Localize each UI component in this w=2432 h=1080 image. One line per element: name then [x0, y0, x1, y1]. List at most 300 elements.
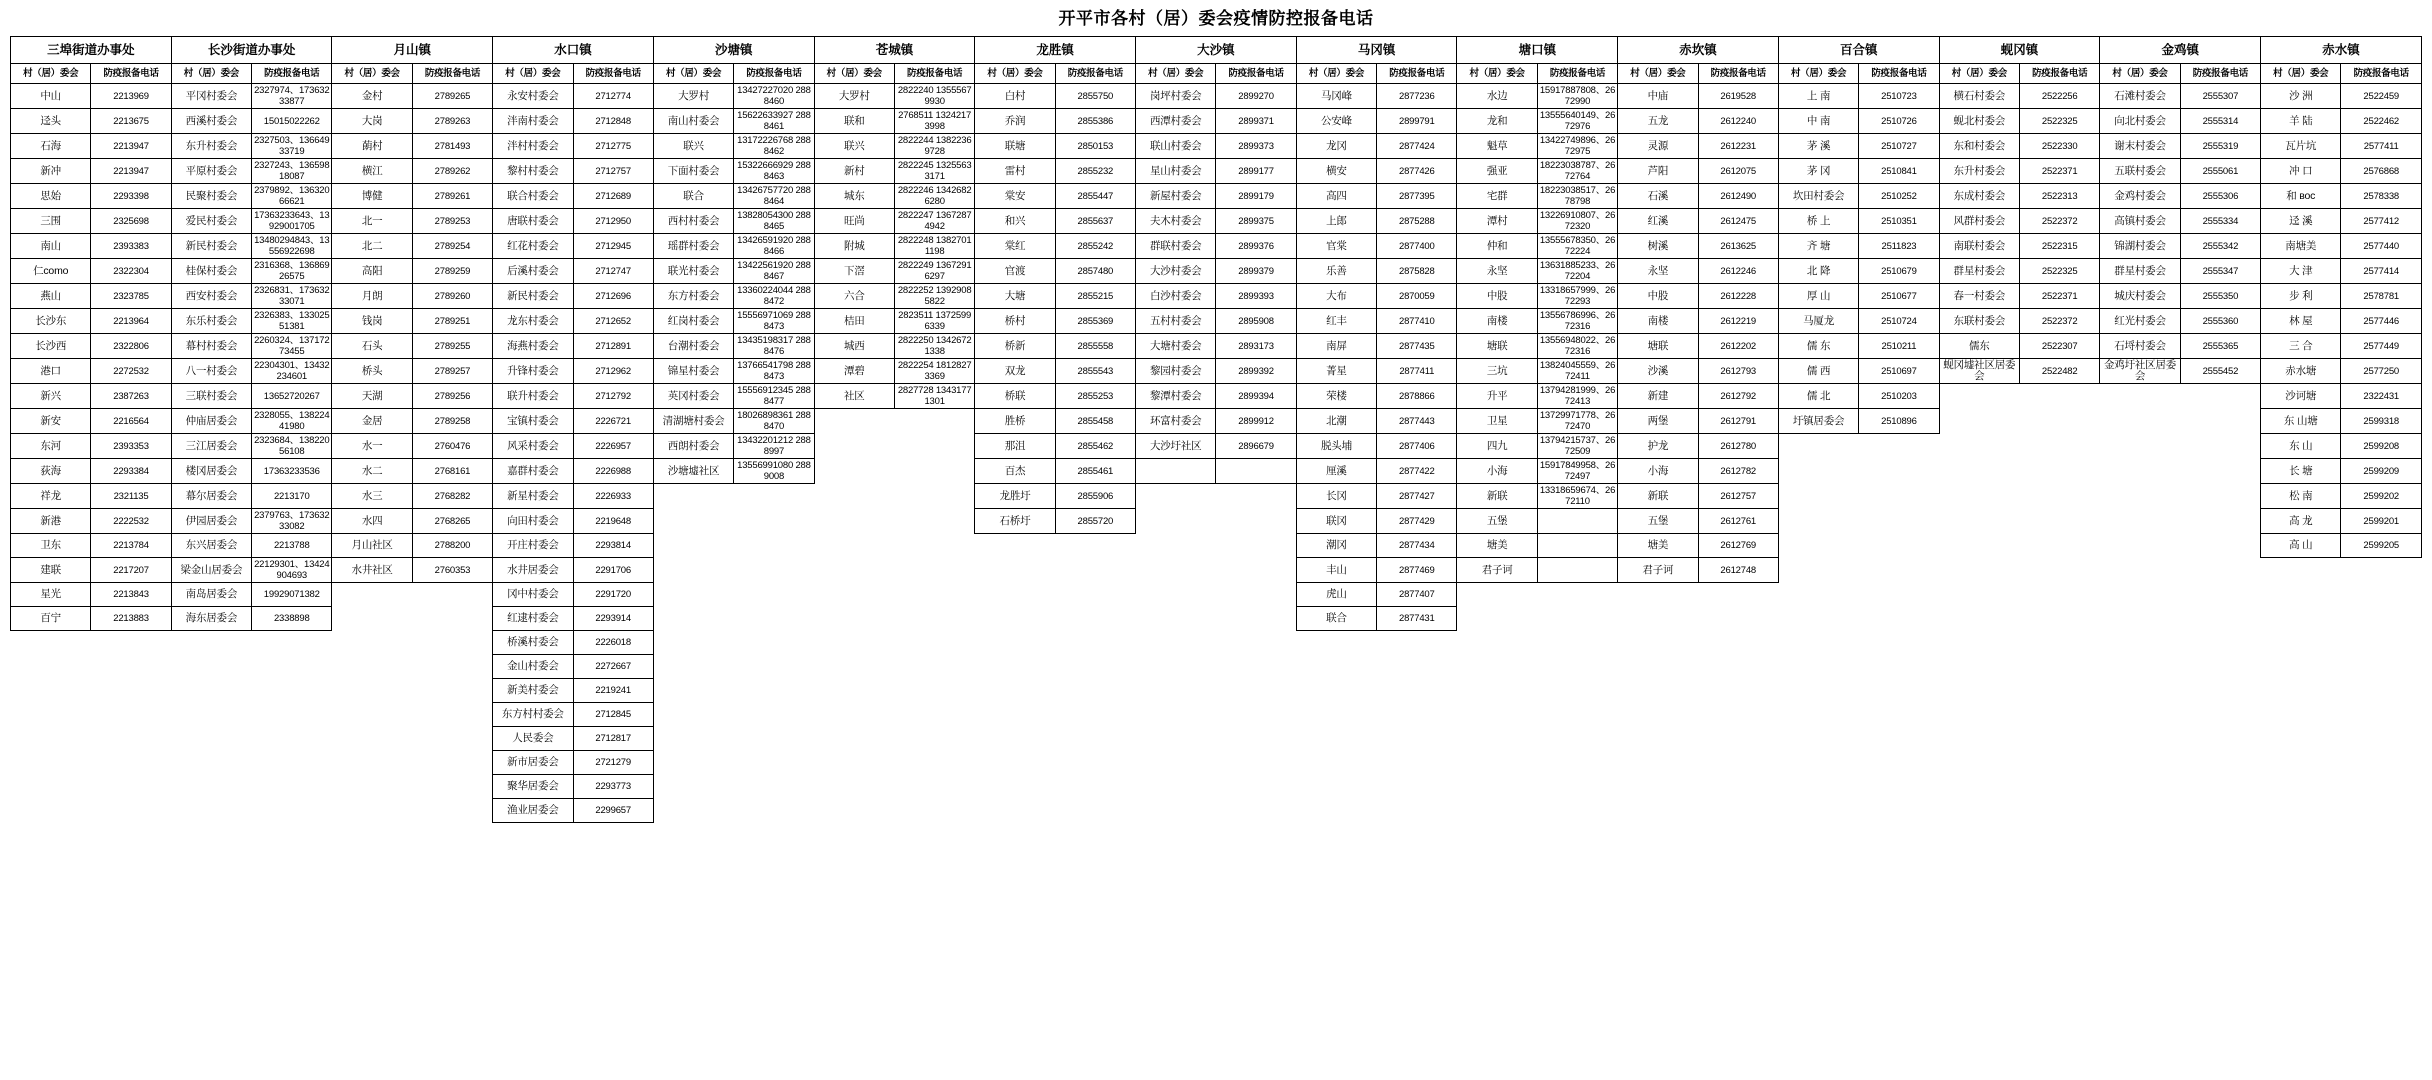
empty-cell — [2100, 384, 2180, 409]
village-phone: 2896679 — [1216, 434, 1296, 459]
village-name: 五村村委会 — [1136, 309, 1216, 334]
village-phone: 2555314 — [2180, 109, 2260, 134]
village-name: 三围 — [11, 209, 91, 234]
sub-header-name-10: 村（居）委会 — [1618, 64, 1698, 84]
empty-cell — [2180, 799, 2260, 823]
empty-cell — [2100, 607, 2180, 631]
empty-cell — [1136, 775, 1216, 799]
sub-header-name-0: 村（居）委会 — [11, 64, 91, 84]
village-phone: 2322806 — [91, 334, 171, 359]
village-name: 沙 洲 — [2261, 84, 2341, 109]
village-phone: 2323785 — [91, 284, 171, 309]
village-phone: 2510841 — [1859, 159, 1939, 184]
empty-cell — [1055, 558, 1135, 583]
empty-cell — [1377, 727, 1457, 751]
village-name: 大沙圩社区 — [1136, 434, 1216, 459]
village-phone: 2599318 — [2341, 409, 2422, 434]
village-phone: 2555306 — [2180, 184, 2260, 209]
village-phone: 2857480 — [1055, 259, 1135, 284]
village-name: 联塘 — [975, 134, 1055, 159]
empty-cell — [91, 751, 171, 775]
empty-cell — [1939, 751, 2019, 775]
empty-cell — [2261, 558, 2341, 583]
village-name: 南塘美 — [2261, 234, 2341, 259]
empty-cell — [814, 558, 894, 583]
empty-cell — [412, 703, 492, 727]
table-row — [11, 775, 2422, 799]
empty-cell — [1859, 509, 1939, 534]
empty-cell — [894, 534, 974, 558]
village-name: 长沙西 — [11, 334, 91, 359]
village-phone: 2321135 — [91, 484, 171, 509]
empty-cell — [894, 434, 974, 459]
village-phone: 2877407 — [1377, 583, 1457, 607]
village-name: 赤水塘 — [2261, 359, 2341, 384]
village-phone: 2712696 — [573, 284, 653, 309]
village-phone: 2213969 — [91, 84, 171, 109]
village-name: 步 利 — [2261, 284, 2341, 309]
empty-cell — [1859, 775, 1939, 799]
sub-header-tel-14: 防疫报备电话 — [2341, 64, 2422, 84]
village-name: 北二 — [332, 234, 412, 259]
empty-cell — [1457, 799, 1537, 823]
empty-cell — [734, 509, 814, 534]
town-header-2: 月山镇 — [332, 37, 493, 64]
village-phone: 2338898 — [252, 607, 332, 631]
village-phone: 2789253 — [412, 209, 492, 234]
empty-cell — [11, 751, 91, 775]
village-phone: 13432201212 2888997 — [734, 434, 814, 459]
empty-cell — [1618, 703, 1698, 727]
empty-cell — [2180, 775, 2260, 799]
empty-cell — [1778, 631, 1858, 655]
village-phone: 2555061 — [2180, 159, 2260, 184]
empty-cell — [894, 727, 974, 751]
empty-cell — [975, 751, 1055, 775]
empty-cell — [1136, 484, 1216, 509]
village-name: 东方村委会 — [653, 284, 733, 309]
empty-cell — [734, 558, 814, 583]
village-name: 黎潭村委会 — [1136, 384, 1216, 409]
village-name: 西安村委会 — [171, 284, 251, 309]
town-header-13: 金鸡镇 — [2100, 37, 2261, 64]
village-phone: 13828054300 2888465 — [734, 209, 814, 234]
village-name: 岗坪村委会 — [1136, 84, 1216, 109]
empty-cell — [2100, 558, 2180, 583]
empty-cell — [653, 583, 733, 607]
empty-cell — [653, 655, 733, 679]
sub-header-name-13: 村（居）委会 — [2100, 64, 2180, 84]
empty-cell — [1859, 558, 1939, 583]
village-phone: 2522371 — [2019, 284, 2099, 309]
village-phone: 13422561920 2888467 — [734, 259, 814, 284]
village-phone: 2293814 — [573, 534, 653, 558]
village-name: 沙溪 — [1618, 359, 1698, 384]
empty-cell — [1939, 509, 2019, 534]
empty-cell — [1055, 631, 1135, 655]
empty-cell — [1939, 631, 2019, 655]
village-name: 东 山 — [2261, 434, 2341, 459]
village-name: 桥溪村委会 — [493, 631, 573, 655]
empty-cell — [2019, 799, 2099, 823]
village-phone: 13652720267 — [252, 384, 332, 409]
village-phone: 2393353 — [91, 434, 171, 459]
village-name: 石桥圩 — [975, 509, 1055, 534]
village-phone: 2822240 13555679930 — [894, 84, 974, 109]
village-phone: 13824045559、2672411 — [1537, 359, 1617, 384]
village-name: 新港 — [11, 509, 91, 534]
village-phone: 2712817 — [573, 727, 653, 751]
empty-cell — [2261, 703, 2341, 727]
sub-header-tel-1: 防疫报备电话 — [252, 64, 332, 84]
village-name: 钱岗 — [332, 309, 412, 334]
village-name: 四九 — [1457, 434, 1537, 459]
village-name: 大罗村 — [814, 84, 894, 109]
village-phone: 2877410 — [1377, 309, 1457, 334]
village-phone: 2213675 — [91, 109, 171, 134]
village-name: 厚 山 — [1778, 284, 1858, 309]
village-name: 马厦龙 — [1778, 309, 1858, 334]
village-phone: 13729971778、2672470 — [1537, 409, 1617, 434]
village-name: 魁草 — [1457, 134, 1537, 159]
village-phone: 2222532 — [91, 509, 171, 534]
empty-cell — [2261, 631, 2341, 655]
village-name: 星光 — [11, 583, 91, 607]
village-phone: 2510727 — [1859, 134, 1939, 159]
town-header-8: 马冈镇 — [1296, 37, 1457, 64]
empty-cell — [1939, 583, 2019, 607]
village-phone: 2510203 — [1859, 384, 1939, 409]
table-row — [11, 631, 2422, 655]
village-name: 沙塘墟社区 — [653, 459, 733, 484]
empty-cell — [1939, 799, 2019, 823]
village-phone: 2789262 — [412, 159, 492, 184]
empty-cell — [1859, 751, 1939, 775]
empty-cell — [1457, 631, 1537, 655]
village-phone: 2855447 — [1055, 184, 1135, 209]
village-name: 水边 — [1457, 84, 1537, 109]
empty-cell — [814, 434, 894, 459]
village-name: 龙东村委会 — [493, 309, 573, 334]
empty-cell — [1457, 679, 1537, 703]
village-phone: 2226957 — [573, 434, 653, 459]
empty-cell — [2100, 484, 2180, 509]
village-name: 冈中村委会 — [493, 583, 573, 607]
village-phone: 2612769 — [1698, 534, 1778, 558]
village-phone: 2510724 — [1859, 309, 1939, 334]
village-name: 官渡 — [975, 259, 1055, 284]
village-name: 胜桥 — [975, 409, 1055, 434]
sub-header-name-3: 村（居）委会 — [493, 64, 573, 84]
empty-cell — [2019, 631, 2099, 655]
village-name: 永安村委会 — [493, 84, 573, 109]
village-name: 石海 — [11, 134, 91, 159]
village-phone: 13318659674、2672110 — [1537, 484, 1617, 509]
empty-cell — [653, 751, 733, 775]
village-name: 桥村 — [975, 309, 1055, 334]
empty-cell — [2100, 703, 2180, 727]
empty-cell — [894, 459, 974, 484]
village-name: 长沙东 — [11, 309, 91, 334]
village-phone: 15622633927 2888461 — [734, 109, 814, 134]
empty-cell — [11, 727, 91, 751]
table-row — [11, 234, 2422, 259]
empty-cell — [1055, 775, 1135, 799]
village-phone: 2510351 — [1859, 209, 1939, 234]
village-phone: 17363233643、13929001705 — [252, 209, 332, 234]
empty-cell — [1778, 751, 1858, 775]
village-name: 博健 — [332, 184, 412, 209]
village-phone: 2612228 — [1698, 284, 1778, 309]
village-name: 儒 西 — [1778, 359, 1858, 384]
village-phone: 2323684、13822056108 — [252, 434, 332, 459]
village-phone: 2226988 — [573, 459, 653, 484]
empty-cell — [412, 727, 492, 751]
village-phone: 2893173 — [1216, 334, 1296, 359]
village-name: 城西 — [814, 334, 894, 359]
village-phone — [1216, 459, 1296, 484]
village-name: 护龙 — [1618, 434, 1698, 459]
empty-cell — [1136, 703, 1216, 727]
empty-cell — [171, 727, 251, 751]
village-phone: 2712945 — [573, 234, 653, 259]
village-phone: 2379763、17363233082 — [252, 509, 332, 534]
village-name: 联山村委会 — [1136, 134, 1216, 159]
village-phone: 2721279 — [573, 751, 653, 775]
village-phone: 2599208 — [2341, 434, 2422, 459]
sub-header-tel-5: 防疫报备电话 — [894, 64, 974, 84]
village-phone: 2510679 — [1859, 259, 1939, 284]
village-name: 联合 — [1296, 607, 1376, 631]
village-phone: 2555350 — [2180, 284, 2260, 309]
empty-cell — [171, 775, 251, 799]
empty-cell — [332, 799, 412, 823]
village-phone: 2877429 — [1377, 509, 1457, 534]
village-phone: 2613625 — [1698, 234, 1778, 259]
village-phone: 2577412 — [2341, 209, 2422, 234]
empty-cell — [1537, 655, 1617, 679]
table-row — [11, 284, 2422, 309]
empty-cell — [11, 775, 91, 799]
empty-cell — [894, 583, 974, 607]
village-phone: 13426591920 2888466 — [734, 234, 814, 259]
empty-cell — [1136, 751, 1216, 775]
village-phone: 2510211 — [1859, 334, 1939, 359]
empty-cell — [734, 583, 814, 607]
village-phone: 2712848 — [573, 109, 653, 134]
empty-cell — [332, 655, 412, 679]
empty-cell — [1377, 679, 1457, 703]
village-name: 黎村村委会 — [493, 159, 573, 184]
village-name: 风群村委会 — [1939, 209, 2019, 234]
village-name: 圩镇居委会 — [1778, 409, 1858, 434]
village-phone: 2522459 — [2341, 84, 2422, 109]
empty-cell — [1939, 459, 2019, 484]
village-name: 蚬冈墟社区居委会 — [1939, 359, 2019, 384]
village-name: 建联 — [11, 558, 91, 583]
village-phone: 2327974、17363233877 — [252, 84, 332, 109]
empty-cell — [2019, 751, 2099, 775]
empty-cell — [1939, 409, 2019, 434]
village-phone: 2712845 — [573, 703, 653, 727]
village-phone: 2327243、13659818087 — [252, 159, 332, 184]
village-phone: 2875288 — [1377, 209, 1457, 234]
village-phone: 13555640149、2672976 — [1537, 109, 1617, 134]
empty-cell — [91, 703, 171, 727]
empty-cell — [1377, 655, 1457, 679]
village-phone: 2899791 — [1377, 109, 1457, 134]
village-name: 茅 溪 — [1778, 134, 1858, 159]
empty-cell — [1457, 583, 1537, 607]
village-name: 大 津 — [2261, 259, 2341, 284]
village-name: 英冈村委会 — [653, 384, 733, 409]
village-name: 潭村 — [1457, 209, 1537, 234]
empty-cell — [734, 631, 814, 655]
village-phone: 2789256 — [412, 384, 492, 409]
village-phone: 2272532 — [91, 359, 171, 384]
village-name: 三江居委会 — [171, 434, 251, 459]
empty-cell — [1296, 775, 1376, 799]
village-phone: 2899392 — [1216, 359, 1296, 384]
empty-cell — [91, 655, 171, 679]
village-name: 东升村委会 — [1939, 159, 2019, 184]
village-name: 龙胜圩 — [975, 484, 1055, 509]
village-phone: 2299657 — [573, 799, 653, 823]
empty-cell — [1698, 583, 1778, 607]
empty-cell — [975, 679, 1055, 703]
empty-cell — [1698, 655, 1778, 679]
village-phone: 2555319 — [2180, 134, 2260, 159]
village-phone: 2379892、13632066621 — [252, 184, 332, 209]
village-name: 北一 — [332, 209, 412, 234]
village-phone: 15015022262 — [252, 109, 332, 134]
table-row — [11, 309, 2422, 334]
empty-cell — [2261, 607, 2341, 631]
empty-cell — [252, 799, 332, 823]
village-name: 齐 塘 — [1778, 234, 1858, 259]
village-name: 风采村委会 — [493, 434, 573, 459]
village-name: 永坚 — [1457, 259, 1537, 284]
village-name: 棠红 — [975, 234, 1055, 259]
village-phone: 2768161 — [412, 459, 492, 484]
village-name: 城庆村委会 — [2100, 284, 2180, 309]
village-name: 城东 — [814, 184, 894, 209]
village-phone: 2522462 — [2341, 109, 2422, 134]
empty-cell — [814, 409, 894, 434]
village-phone: 2217207 — [91, 558, 171, 583]
village-phone: 2789265 — [412, 84, 492, 109]
village-name: 宝镇村委会 — [493, 409, 573, 434]
village-name: 水四 — [332, 509, 412, 534]
village-phone: 2612219 — [1698, 309, 1778, 334]
village-phone: 2712757 — [573, 159, 653, 184]
village-phone: 2827728 13431771301 — [894, 384, 974, 409]
town-header-0: 三埠街道办事处 — [11, 37, 172, 64]
empty-cell — [2019, 434, 2099, 459]
village-phone: 18223038517、2678798 — [1537, 184, 1617, 209]
empty-cell — [814, 607, 894, 631]
village-phone: 2877443 — [1377, 409, 1457, 434]
village-phone: 13556948022、2672316 — [1537, 334, 1617, 359]
village-name: 迳头 — [11, 109, 91, 134]
table-row — [11, 799, 2422, 823]
empty-cell — [734, 679, 814, 703]
village-name: 金山村委会 — [493, 655, 573, 679]
table-head — [11, 37, 2422, 84]
empty-cell — [2180, 434, 2260, 459]
village-name: 桥联 — [975, 384, 1055, 409]
empty-cell — [814, 775, 894, 799]
empty-cell — [2100, 727, 2180, 751]
village-phone: 2522372 — [2019, 309, 2099, 334]
village-phone: 2822244 13822369728 — [894, 134, 974, 159]
village-phone: 2855215 — [1055, 284, 1135, 309]
empty-cell — [2180, 751, 2260, 775]
empty-cell — [171, 631, 251, 655]
village-phone: 2612202 — [1698, 334, 1778, 359]
empty-cell — [1296, 751, 1376, 775]
table-row — [11, 703, 2422, 727]
village-name: 金鸡村委会 — [2100, 184, 2180, 209]
village-phone: 15322666929 2888463 — [734, 159, 814, 184]
village-name: 棠安 — [975, 184, 1055, 209]
empty-cell — [2019, 583, 2099, 607]
empty-cell — [1216, 631, 1296, 655]
village-phone: 2712950 — [573, 209, 653, 234]
village-phone: 2899379 — [1216, 259, 1296, 284]
village-phone: 2213964 — [91, 309, 171, 334]
village-name: 君子诃 — [1457, 558, 1537, 583]
sub-header-name-6: 村（居）委会 — [975, 64, 1055, 84]
empty-cell — [2180, 459, 2260, 484]
table-row — [11, 159, 2422, 184]
village-name: 横江 — [332, 159, 412, 184]
village-name: 月山社区 — [332, 534, 412, 558]
village-phone: 2213784 — [91, 534, 171, 558]
village-phone: 2877411 — [1377, 359, 1457, 384]
village-name: 水井居委会 — [493, 558, 573, 583]
village-name: 桥头 — [332, 359, 412, 384]
table-row — [11, 134, 2422, 159]
empty-cell — [734, 775, 814, 799]
village-name: 新冲 — [11, 159, 91, 184]
village-name: 西溪村委会 — [171, 109, 251, 134]
empty-cell — [2180, 484, 2260, 509]
village-phone: 2612490 — [1698, 184, 1778, 209]
empty-cell — [2341, 775, 2422, 799]
empty-cell — [1859, 631, 1939, 655]
empty-cell — [1136, 583, 1216, 607]
village-phone: 2577250 — [2341, 359, 2422, 384]
village-name: 百杰 — [975, 459, 1055, 484]
table-row — [11, 184, 2422, 209]
empty-cell — [1296, 655, 1376, 679]
sub-header-tel-12: 防疫报备电话 — [2019, 64, 2099, 84]
empty-cell — [1537, 751, 1617, 775]
empty-cell — [332, 583, 412, 607]
empty-cell — [975, 703, 1055, 727]
empty-cell — [332, 775, 412, 799]
village-name: 塘美 — [1457, 534, 1537, 558]
village-name: 东升村委会 — [171, 134, 251, 159]
village-phone: 2870059 — [1377, 284, 1457, 309]
village-phone: 2510252 — [1859, 184, 1939, 209]
village-name: 东和村委会 — [1939, 134, 2019, 159]
village-name: 长 塘 — [2261, 459, 2341, 484]
village-phone: 18223038787、2672764 — [1537, 159, 1617, 184]
village-phone: 2877395 — [1377, 184, 1457, 209]
village-name: 新联 — [1618, 484, 1698, 509]
